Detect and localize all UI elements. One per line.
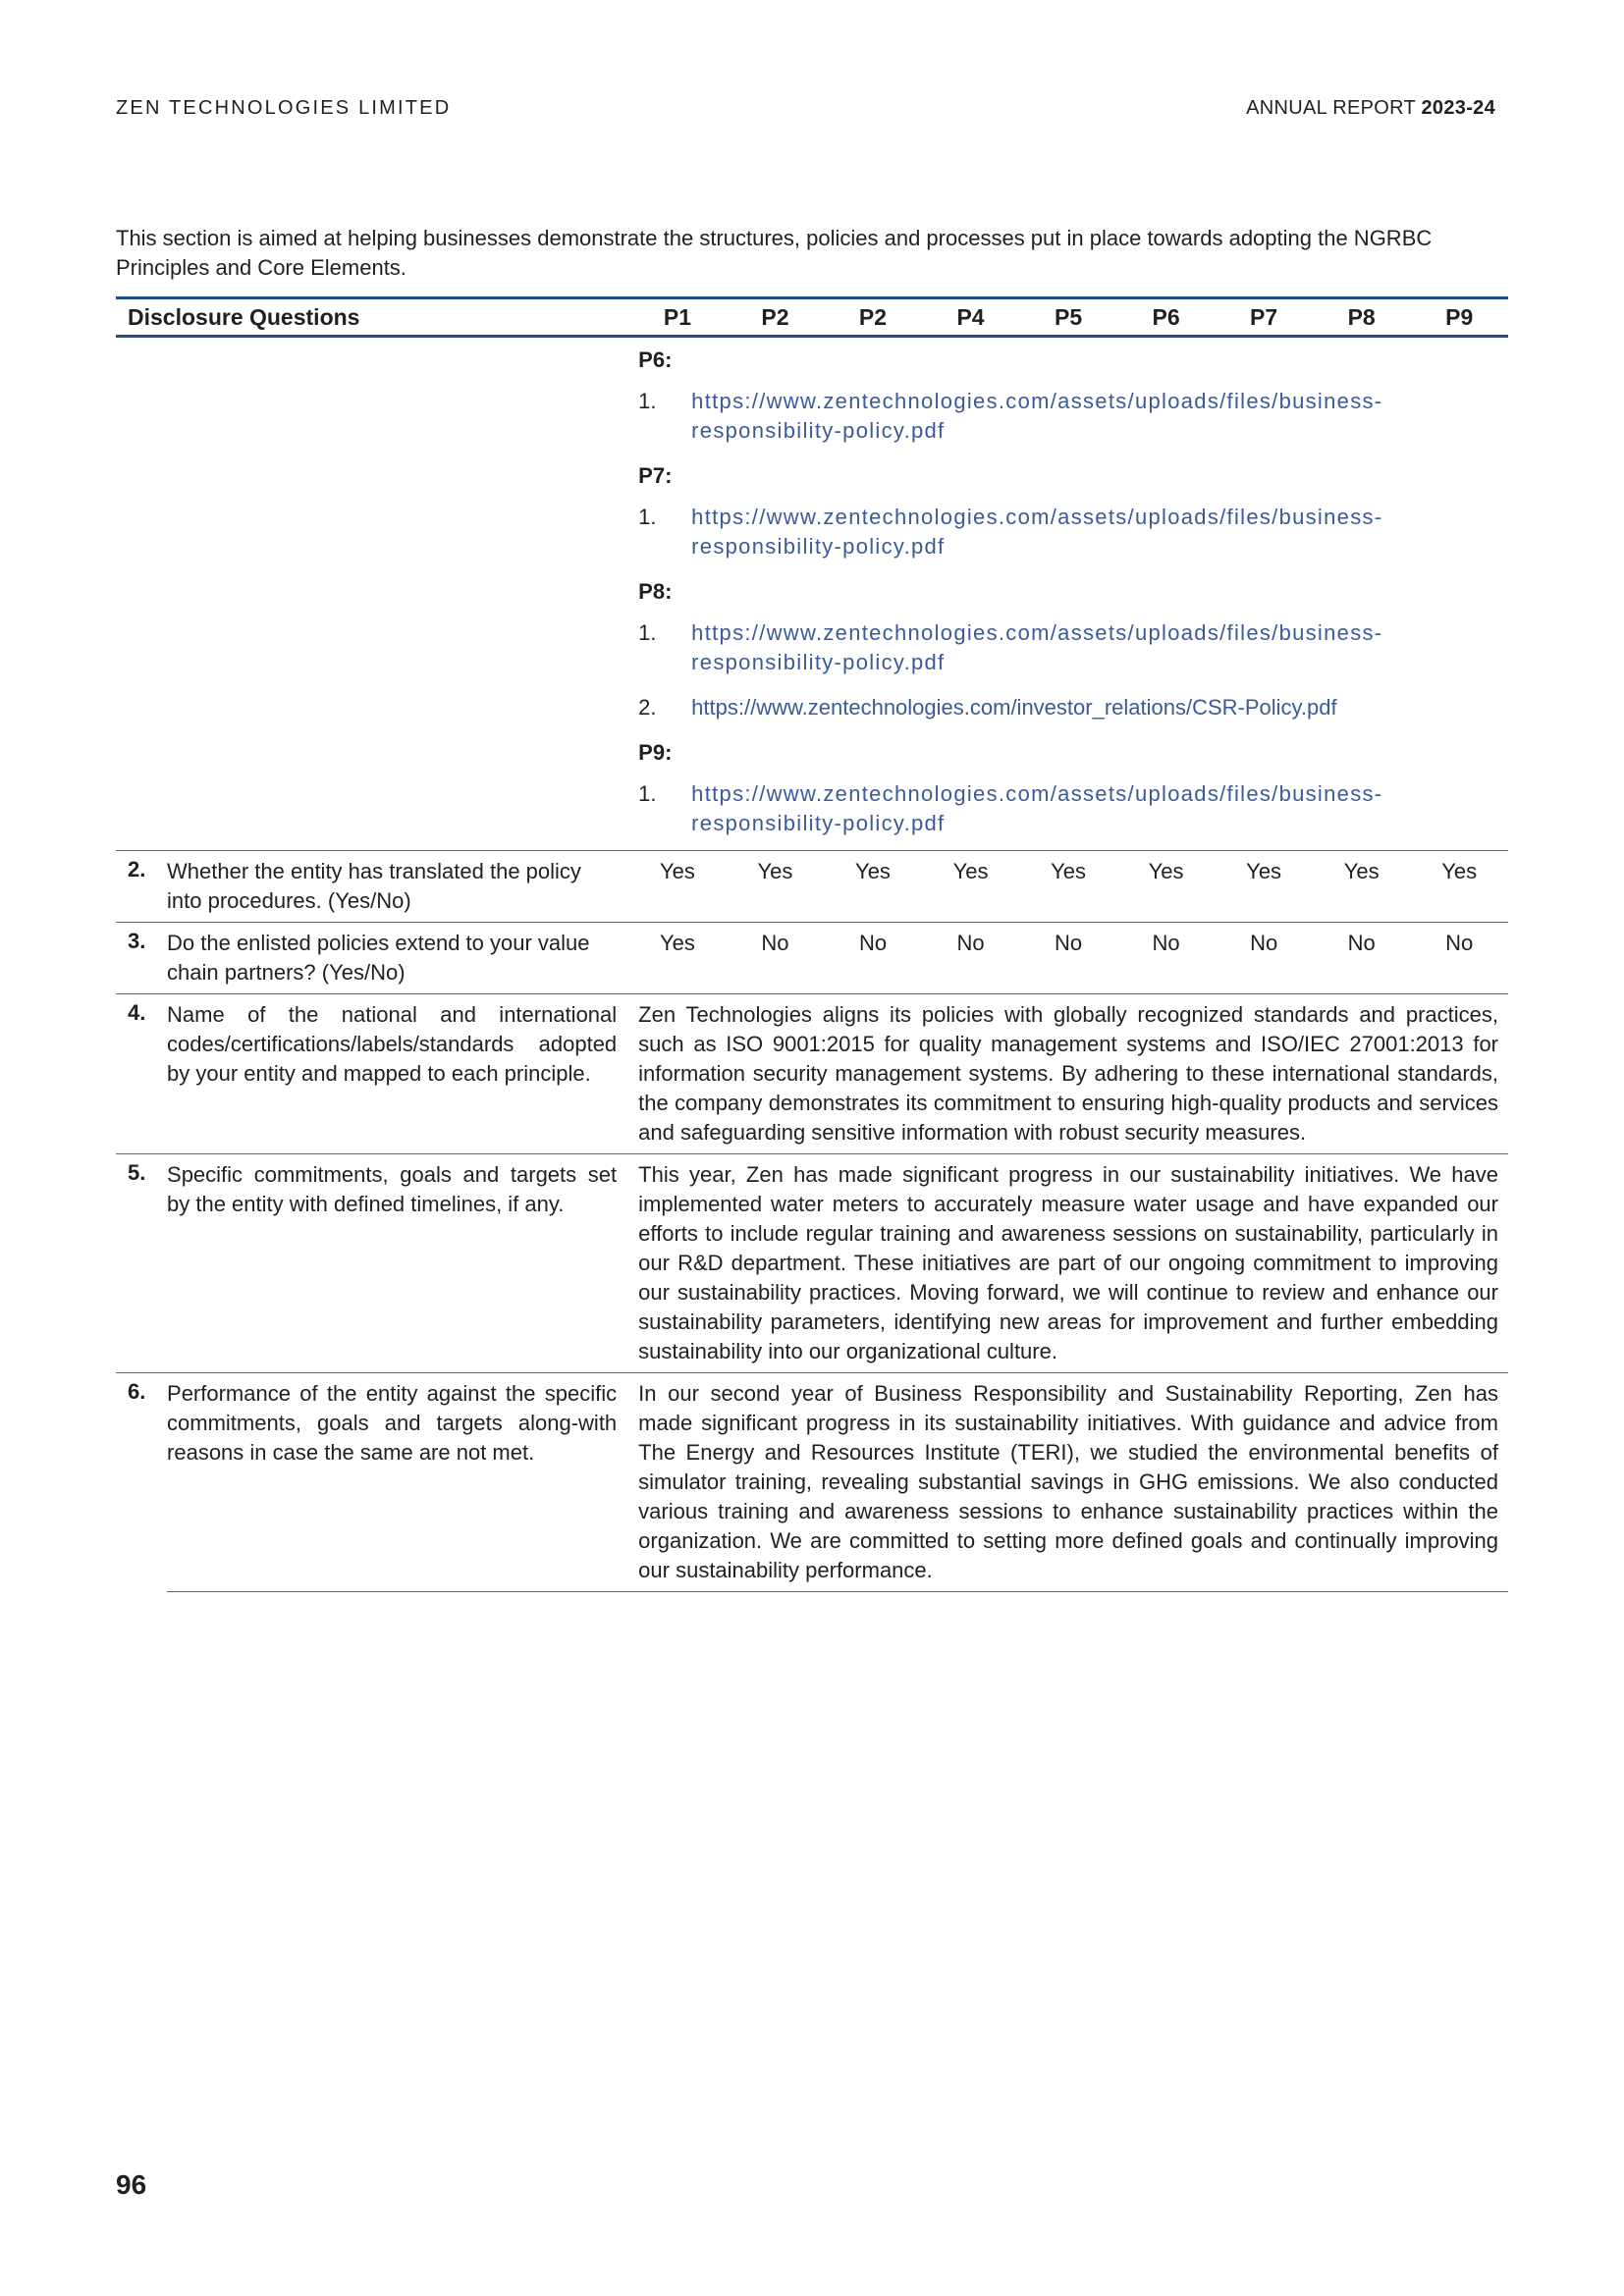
policy-group-p8 [638, 577, 1498, 722]
intro-text: This section is aimed at helping businesses demonstrate the structures, policies and processes put in place towards adopting the NGRBC Principles and Core Elements. [116, 226, 1433, 280]
link-number: 1. [638, 505, 657, 529]
question-text: Whether the entity has translated the policy into procedures. (Yes/No) [167, 851, 628, 923]
value-p5: No [1019, 923, 1117, 994]
policy-link-item [638, 387, 1498, 446]
policy-label: P8: [638, 579, 673, 604]
value-p4: No [922, 923, 1020, 994]
answer-text: This year, Zen has made significant progress in our sustainability initiatives. We have implemented water meters to accurately measure water usage and have expanded our efforts to include regular training and awareness sessions on sustainability, particularly in our R&D department. These initiatives are part of our ongoing commitment to improving our sustainability practices. Moving forward, we will continue to review and enhance our sustainability parameters, identifying new areas for improvement and further embedding sustainability into our organizational culture. [628, 1154, 1508, 1373]
header-p5: P5 [1019, 298, 1117, 337]
policy-label: P6: [638, 347, 673, 372]
row-number: 5. [116, 1154, 167, 1373]
policy-group-p6 [638, 346, 1498, 446]
policy-link-item [638, 779, 1498, 838]
header-p8: P8 [1313, 298, 1411, 337]
policy-label: P9: [638, 740, 673, 765]
header-p7: P7 [1215, 298, 1313, 337]
policy-link-item [638, 693, 1498, 722]
report-year: 2023-24 [1421, 97, 1495, 119]
policy-link-item [638, 618, 1498, 677]
page-number: 96 [116, 2169, 147, 2200]
policy-link[interactable]: https://www.zentechnologies.com/assets/uploads/files/business-responsibility-policy.pdf [691, 505, 1383, 559]
header-p6: P6 [1117, 298, 1216, 337]
company-name: ZEN TECHNOLOGIES LIMITED [116, 97, 452, 119]
question-text: Performance of the entity against the specific commitments, goals and targets along-with reasons in case the same are not met. [167, 1373, 628, 1592]
value-p1: Yes [628, 923, 727, 994]
link-number: 1. [638, 389, 657, 413]
policy-label: P7: [638, 463, 673, 488]
value-p5: Yes [1019, 851, 1117, 923]
value-p9: Yes [1410, 851, 1508, 923]
link-number: 1. [638, 781, 657, 806]
value-p6: No [1117, 923, 1216, 994]
policy-link[interactable]: https://www.zentechnologies.com/assets/uploads/files/business-responsibility-policy.pdf [691, 389, 1383, 443]
policy-link[interactable]: https://www.zentechnologies.com/assets/uploads/files/business-responsibility-policy.pdf [691, 620, 1383, 674]
value-p3: No [824, 923, 922, 994]
policy-links-cell [628, 337, 1508, 851]
answer-text: In our second year of Business Responsibility and Sustainability Reporting, Zen has made significant progress in its sustainability initiatives. With guidance and advice from The Energy and Resources Institute (TERI), we studied the environmental benefits of simulator training, revealing substantial savings in GHG emissions. We also conducted various training and awareness sessions to enhance sustainability practices within the organization. We are committed to setting more defined goals and continually improving our sustainability performance. [628, 1373, 1508, 1592]
value-p4: Yes [922, 851, 1020, 923]
value-p9: No [1410, 923, 1508, 994]
report-label: ANNUAL REPORT [1246, 97, 1416, 119]
question-text: Specific commitments, goals and targets set by the entity with defined timelines, if any. [167, 1154, 628, 1373]
value-p7: No [1215, 923, 1313, 994]
policy-link[interactable]: https://www.zentechnologies.com/assets/uploads/files/business-responsibility-policy.pdf [691, 781, 1383, 835]
header-p9: P9 [1410, 298, 1508, 337]
policy-links-row [116, 337, 1508, 851]
disclosure-table [116, 296, 1508, 1592]
header-p2: P2 [727, 298, 825, 337]
policy-group-p9 [638, 738, 1498, 838]
row-number: 3. [116, 923, 167, 994]
policy-link-item [638, 503, 1498, 561]
question-text: Do the enlisted policies extend to your value chain partners? (Yes/No) [167, 923, 628, 994]
value-p3: Yes [824, 851, 922, 923]
table-header-row [116, 298, 1508, 337]
link-number: 1. [638, 620, 657, 645]
report-title [1246, 97, 1495, 120]
header-p1: P1 [628, 298, 727, 337]
table-row [116, 1154, 1508, 1373]
value-p2: Yes [727, 851, 825, 923]
header-p3: P2 [824, 298, 922, 337]
answer-text: Zen Technologies aligns its policies with globally recognized standards and practices, such as ISO 9001:2015 for quality management systems and ISO/IEC 27001:2013 for information security management systems. By adhering to these international standards, the company demonstrates its commitment to ensuring high-quality products and services and safeguarding sensitive information with robust security measures. [628, 994, 1508, 1154]
link-number: 2. [638, 695, 657, 720]
table-row [116, 923, 1508, 994]
table-row [116, 994, 1508, 1154]
table-row [116, 1373, 1508, 1592]
value-p6: Yes [1117, 851, 1216, 923]
header-disclosure-questions: Disclosure Questions [116, 298, 628, 337]
policy-link[interactable]: https://www.zentechnologies.com/investor_relations/CSR-Policy.pdf [691, 695, 1337, 720]
row-number: 2. [116, 851, 167, 923]
table-row [116, 851, 1508, 923]
value-p8: Yes [1313, 851, 1411, 923]
question-text: Name of the national and international codes/certifications/labels/standards adopted by your entity and mapped to each principle. [167, 994, 628, 1154]
policy-group-p7 [638, 461, 1498, 561]
row-number: 4. [116, 994, 167, 1154]
value-p2: No [727, 923, 825, 994]
value-p7: Yes [1215, 851, 1313, 923]
header-p4: P4 [922, 298, 1020, 337]
value-p1: Yes [628, 851, 727, 923]
row-number: 6. [116, 1373, 167, 1592]
value-p8: No [1313, 923, 1411, 994]
